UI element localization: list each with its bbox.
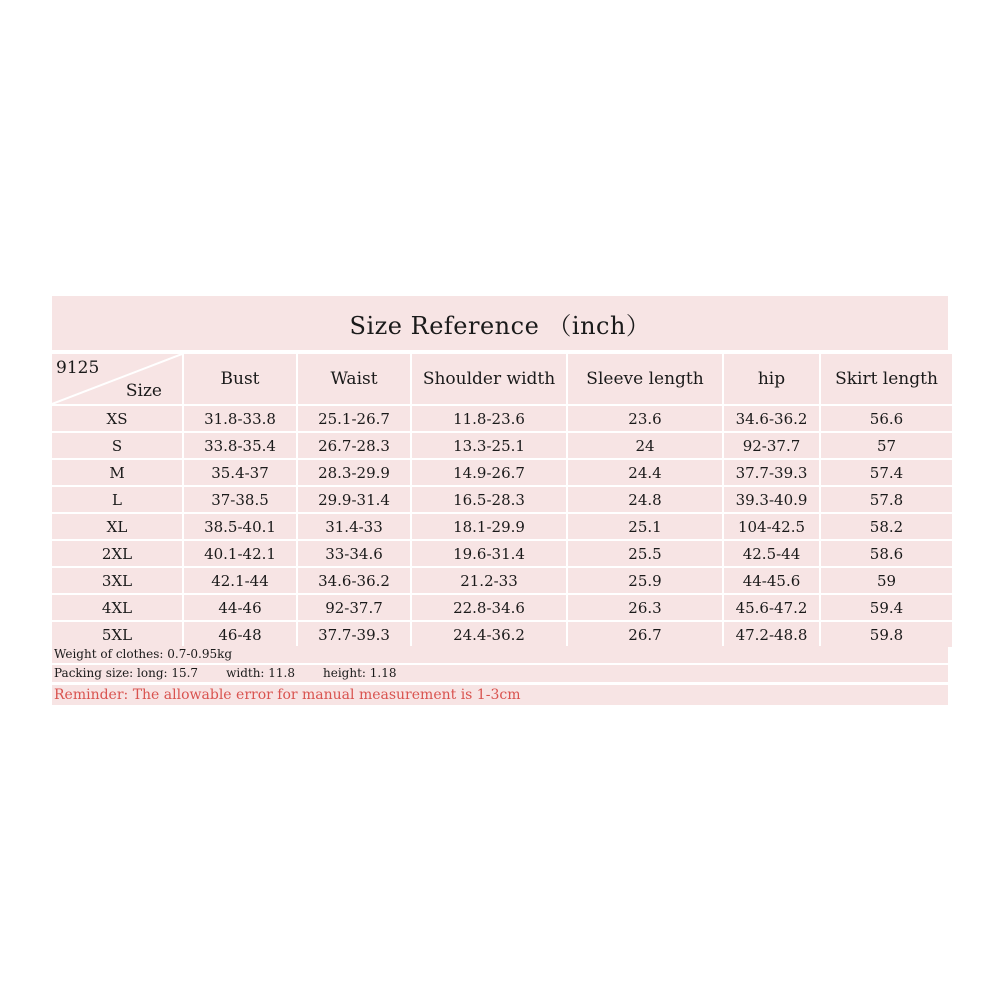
cell-sleeve-length: 26.3 <box>568 595 722 620</box>
weight-note: Weight of clothes: 0.7-0.95kg <box>52 646 948 663</box>
cell-hip: 45.6-47.2 <box>724 595 819 620</box>
cell-waist: 25.1-26.7 <box>298 406 410 431</box>
packing-height: height: 1.18 <box>323 666 397 680</box>
cell-hip: 44-45.6 <box>724 568 819 593</box>
header-shoulder-width: Shoulder width <box>412 354 566 404</box>
cell-waist: 33-34.6 <box>298 541 410 566</box>
cell-bust: 31.8-33.8 <box>184 406 296 431</box>
cell-shoulder-width: 22.8-34.6 <box>412 595 566 620</box>
cell-skirt-length: 58.6 <box>821 541 952 566</box>
cell-size: 2XL <box>52 541 182 566</box>
header-bust: Bust <box>184 354 296 404</box>
cell-size: S <box>52 433 182 458</box>
table-row <box>52 406 952 431</box>
table-row <box>52 460 952 485</box>
cell-shoulder-width: 14.9-26.7 <box>412 460 566 485</box>
size-label: Size <box>125 381 162 401</box>
cell-waist: 92-37.7 <box>298 595 410 620</box>
cell-skirt-length: 56.6 <box>821 406 952 431</box>
cell-shoulder-width: 24.4-36.2 <box>412 622 566 647</box>
product-code: 9125 <box>56 358 100 378</box>
cell-size: 5XL <box>52 622 182 647</box>
cell-sleeve-length: 24 <box>568 433 722 458</box>
cell-bust: 40.1-42.1 <box>184 541 296 566</box>
cell-skirt-length: 57 <box>821 433 952 458</box>
cell-shoulder-width: 19.6-31.4 <box>412 541 566 566</box>
cell-shoulder-width: 13.3-25.1 <box>412 433 566 458</box>
cell-bust: 35.4-37 <box>184 460 296 485</box>
header-sleeve-length: Sleeve length <box>568 354 722 404</box>
cell-size: XL <box>52 514 182 539</box>
cell-skirt-length: 59.8 <box>821 622 952 647</box>
corner-cell <box>52 354 182 404</box>
cell-bust: 37-38.5 <box>184 487 296 512</box>
table-row <box>52 433 952 458</box>
cell-sleeve-length: 25.1 <box>568 514 722 539</box>
table-row <box>52 595 952 620</box>
cell-sleeve-length: 26.7 <box>568 622 722 647</box>
cell-hip: 92-37.7 <box>724 433 819 458</box>
packing-long: Packing size: long: 15.7 <box>54 666 199 680</box>
reminder-note: Reminder: The allowable error for manual measurement is 1-3cm <box>52 685 948 705</box>
size-chart <box>52 296 948 706</box>
cell-shoulder-width: 18.1-29.9 <box>412 514 566 539</box>
cell-hip: 39.3-40.9 <box>724 487 819 512</box>
cell-skirt-length: 57.4 <box>821 460 952 485</box>
cell-waist: 31.4-33 <box>298 514 410 539</box>
cell-sleeve-length: 24.4 <box>568 460 722 485</box>
header-skirt-length: Skirt length <box>821 354 952 404</box>
cell-hip: 104-42.5 <box>724 514 819 539</box>
cell-sleeve-length: 25.5 <box>568 541 722 566</box>
cell-size: L <box>52 487 182 512</box>
table-body <box>52 406 952 647</box>
cell-skirt-length: 59.4 <box>821 595 952 620</box>
cell-size: M <box>52 460 182 485</box>
cell-hip: 42.5-44 <box>724 541 819 566</box>
cell-skirt-length: 58.2 <box>821 514 952 539</box>
cell-hip: 47.2-48.8 <box>724 622 819 647</box>
table-row <box>52 487 952 512</box>
cell-size: XS <box>52 406 182 431</box>
cell-bust: 38.5-40.1 <box>184 514 296 539</box>
cell-skirt-length: 59 <box>821 568 952 593</box>
cell-size: 3XL <box>52 568 182 593</box>
cell-size: 4XL <box>52 595 182 620</box>
cell-bust: 42.1-44 <box>184 568 296 593</box>
cell-hip: 37.7-39.3 <box>724 460 819 485</box>
table-row <box>52 514 952 539</box>
table-row <box>52 568 952 593</box>
header-row <box>52 354 952 404</box>
cell-bust: 46-48 <box>184 622 296 647</box>
table-row <box>52 622 952 647</box>
cell-bust: 44-46 <box>184 595 296 620</box>
cell-skirt-length: 57.8 <box>821 487 952 512</box>
header-waist: Waist <box>298 354 410 404</box>
cell-sleeve-length: 25.9 <box>568 568 722 593</box>
header-hip: hip <box>724 354 819 404</box>
cell-shoulder-width: 21.2-33 <box>412 568 566 593</box>
cell-hip: 34.6-36.2 <box>724 406 819 431</box>
cell-shoulder-width: 16.5-28.3 <box>412 487 566 512</box>
packing-note <box>52 665 948 682</box>
chart-title: Size Reference （inch） <box>52 296 948 350</box>
cell-waist: 28.3-29.9 <box>298 460 410 485</box>
cell-waist: 37.7-39.3 <box>298 622 410 647</box>
cell-sleeve-length: 23.6 <box>568 406 722 431</box>
table-row <box>52 541 952 566</box>
cell-bust: 33.8-35.4 <box>184 433 296 458</box>
cell-waist: 29.9-31.4 <box>298 487 410 512</box>
cell-waist: 26.7-28.3 <box>298 433 410 458</box>
packing-width: width: 11.8 <box>226 666 295 680</box>
cell-waist: 34.6-36.2 <box>298 568 410 593</box>
size-table <box>50 352 954 649</box>
cell-shoulder-width: 11.8-23.6 <box>412 406 566 431</box>
cell-sleeve-length: 24.8 <box>568 487 722 512</box>
